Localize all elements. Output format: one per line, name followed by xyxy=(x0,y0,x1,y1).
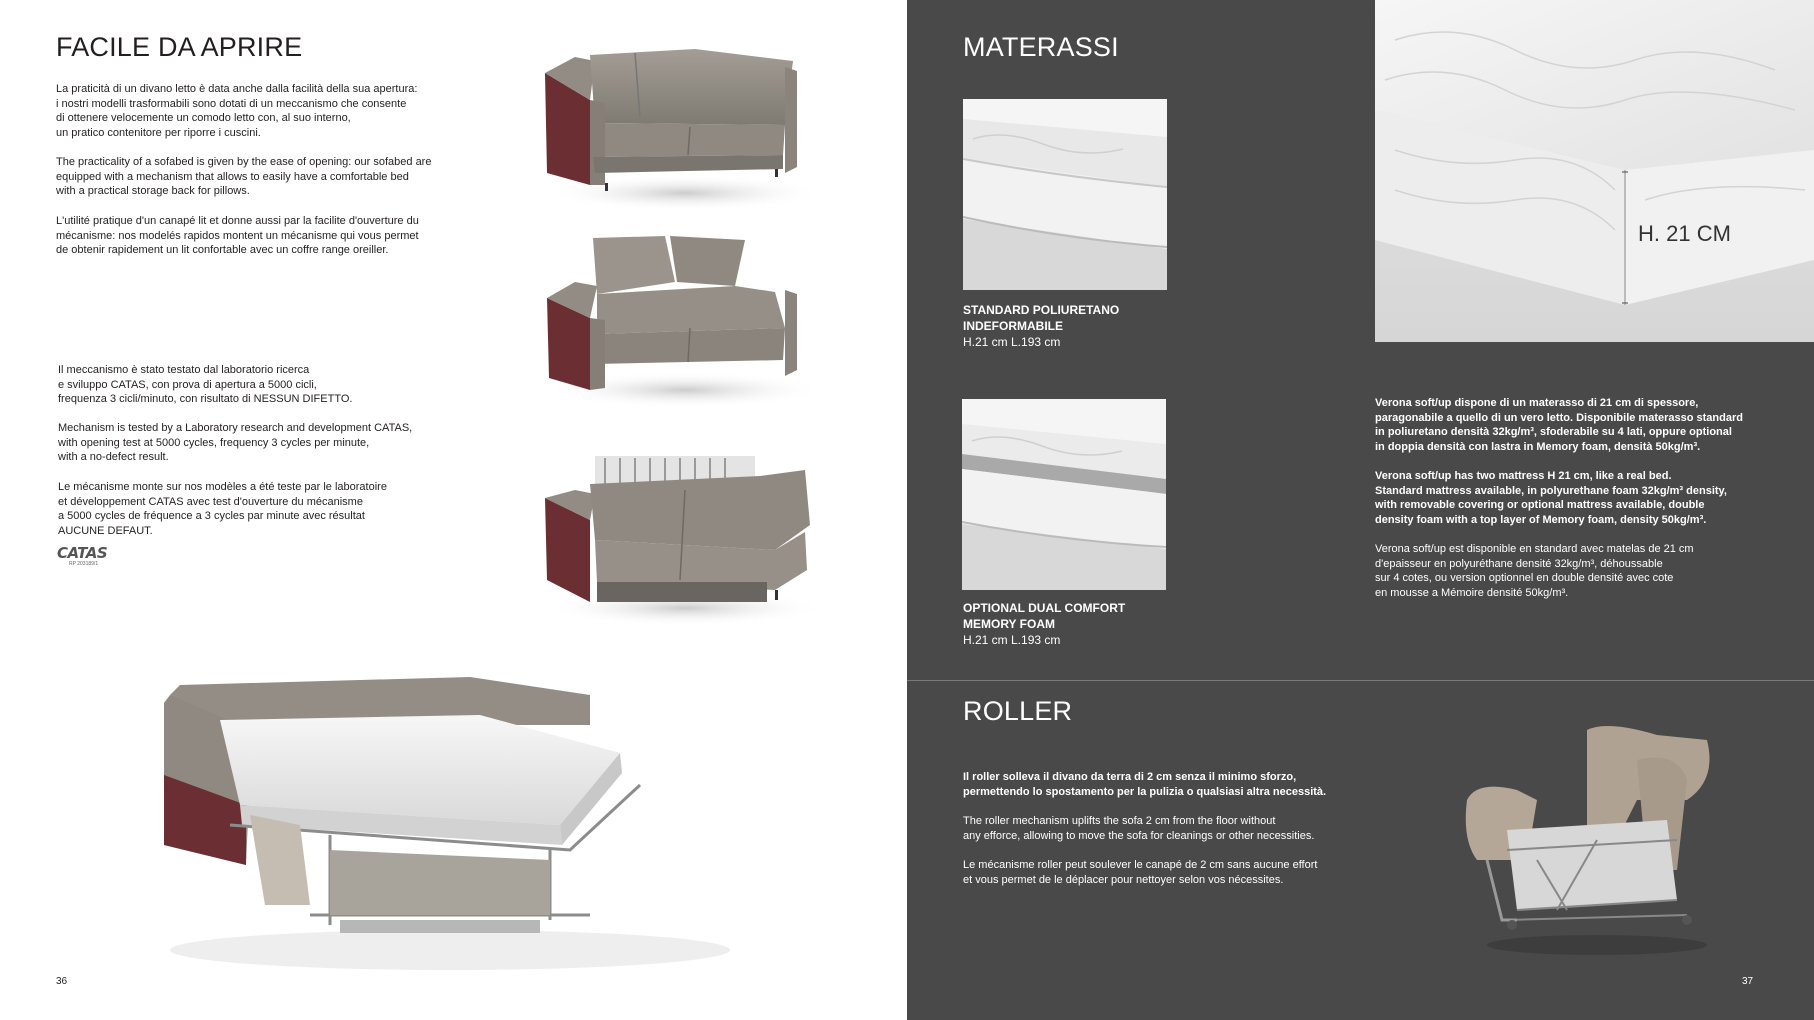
text-line: Le mécanisme roller peut soulever le canapé de 2 cm sans aucune effort xyxy=(963,859,1318,871)
mattress-size: H.21 cm L.193 cm xyxy=(963,633,1061,647)
text-line: The practicality of a sofabed is given by the ease of opening: our sofabed are xyxy=(56,156,432,168)
text-line: d'epaisseur en polyuréthane densité 32kg/m³, déhoussable xyxy=(1375,557,1663,570)
text-line: Verona soft/up dispone di un materasso di 21 cm di spessore, xyxy=(1375,397,1699,409)
text-line: The roller mechanism uplifts the sofa 2 cm from the floor without xyxy=(963,815,1276,827)
mattress-name: MEMORY FOAM xyxy=(963,617,1055,631)
roller-mechanism-image xyxy=(1447,720,1737,960)
text-line: mécanisme: nos modelés rapidos montent un mécanisme qui vous permet xyxy=(56,229,419,242)
roller-title: ROLLER xyxy=(963,696,1073,726)
height-label: H. 21 CM xyxy=(1638,221,1731,246)
mattress-standard-label xyxy=(963,302,1119,350)
text-line: Verona soft/up est disponible en standard avec matelas de 21 cm xyxy=(1375,543,1694,555)
mattress-name: INDEFORMABILE xyxy=(963,319,1063,333)
text-line: with a practical storage back for pillows. xyxy=(56,185,250,198)
text-line: density foam with a top layer of Memory foam, density 50kg/m³. xyxy=(1375,513,1707,526)
text-line: Standard mattress available, in polyurethane foam 32kg/m³ density, xyxy=(1375,484,1727,497)
sofa-half-open-image xyxy=(535,450,825,630)
text-line: L'utilité pratique d'un canapé lit et donne aussi par la facilite d'ouverture du xyxy=(56,215,419,227)
text-line: Mechanism is tested by a Laboratory research and development CATAS, xyxy=(58,422,413,434)
test-french xyxy=(58,480,387,538)
text-line: i nostri modelli trasformabili sono dotati di un meccanismo che consente xyxy=(56,97,407,110)
catas-logo xyxy=(57,546,117,576)
text-line: de obtenir rapidement un lit confortable avec un coffre range oreiller. xyxy=(56,244,389,257)
text-line: et vous permet de le déplacer pour nettoyer selon vos nécessites. xyxy=(963,873,1284,886)
page-number: 37 xyxy=(1742,976,1754,987)
mattress-standard-image xyxy=(963,99,1167,290)
mattress-height-image xyxy=(1375,0,1814,342)
section-divider xyxy=(907,680,1814,681)
test-italian xyxy=(58,363,352,407)
mattress-memory-image xyxy=(962,399,1166,590)
page-number: 36 xyxy=(56,976,68,987)
text-line: un pratico contenitore per riporre i cuscini. xyxy=(56,126,261,139)
text-line: any efforce, allowing to move the sofa for cleanings or other necessities. xyxy=(963,829,1315,842)
intro-italian xyxy=(56,82,417,140)
text-line: di ottenere velocemente un comodo letto con, al suo interno, xyxy=(56,112,351,125)
text-line: AUCUNE DEFAUT. xyxy=(58,524,153,537)
intro-french xyxy=(56,214,419,258)
sofabed-open-image xyxy=(150,665,750,975)
catas-code: RP 203189/1 xyxy=(69,561,99,567)
desc-french xyxy=(1375,542,1694,600)
text-line: Verona soft/up has two mattress H 21 cm, like a real bed. xyxy=(1375,470,1672,482)
text-line: a 5000 cycles de fréquence a 3 cycles par minute avec résultat xyxy=(58,510,365,523)
mattress-size: H.21 cm L.193 cm xyxy=(963,335,1061,349)
desc-english xyxy=(1375,469,1727,527)
text-line: permettendo lo spostamento per la pulizia o qualsiasi altra necessità. xyxy=(963,785,1327,798)
text-line: in doppia densità con lastra in Memory foam, densità 50kg/m³. xyxy=(1375,440,1701,453)
text-line: in poliuretano densità 32kg/m³, sfoderabile su 4 lati, oppure optional xyxy=(1375,426,1732,439)
text-line: Le mécanisme monte sur nos modèles a été teste par le laboratoire xyxy=(58,481,387,493)
text-line: e sviluppo CATAS, con prova di apertura a 5000 cicli, xyxy=(58,378,317,391)
materassi-title: MATERASSI xyxy=(963,32,1119,62)
roller-english xyxy=(963,814,1314,843)
text-line: frequenza 3 cicli/minuto, con risultato di NESSUN DIFETTO. xyxy=(58,393,353,406)
text-line: et développement CATAS avec test d'ouverture du mécanisme xyxy=(58,495,363,508)
text-line: Il meccanismo è stato testato dal laboratorio ricerca xyxy=(58,364,310,376)
desc-italian xyxy=(1375,396,1743,454)
mattress-name: OPTIONAL DUAL COMFORT xyxy=(963,601,1126,615)
sofa-closed-image xyxy=(535,45,825,220)
mattress-memory-label xyxy=(963,600,1125,648)
mattress-name: STANDARD POLIURETANO xyxy=(963,303,1120,317)
text-line: with removable covering or optional mattress available, double xyxy=(1375,499,1705,512)
text-line: en mousse a Mémoire densité 50kg/m³. xyxy=(1375,586,1569,599)
text-line: La praticità di un divano letto è data anche dalla facilità della sua apertura: xyxy=(56,83,418,95)
intro-english xyxy=(56,155,431,199)
catas-logo-text: CATAS xyxy=(57,544,108,562)
text-line: with a no-defect result. xyxy=(58,451,169,464)
sofa-opening-image xyxy=(535,230,825,415)
roller-italian xyxy=(963,770,1326,799)
text-line: with opening test at 5000 cycles, frequency 3 cycles per minute, xyxy=(58,436,370,449)
text-line: paragonabile a quello di un vero letto. Disponibile materasso standard xyxy=(1375,411,1743,424)
roller-french xyxy=(963,858,1317,887)
text-line: sur 4 cotes, ou version optionnel en double densité avec cote xyxy=(1375,572,1674,585)
right-page xyxy=(907,0,1814,1020)
text-line: Il roller solleva il divano da terra di 2 cm senza il minimo sforzo, xyxy=(963,771,1297,783)
page-title: FACILE DA APRIRE xyxy=(56,32,303,62)
text-line: equipped with a mechanism that allows to easily have a comfortable bed xyxy=(56,170,409,183)
test-english xyxy=(58,421,412,465)
